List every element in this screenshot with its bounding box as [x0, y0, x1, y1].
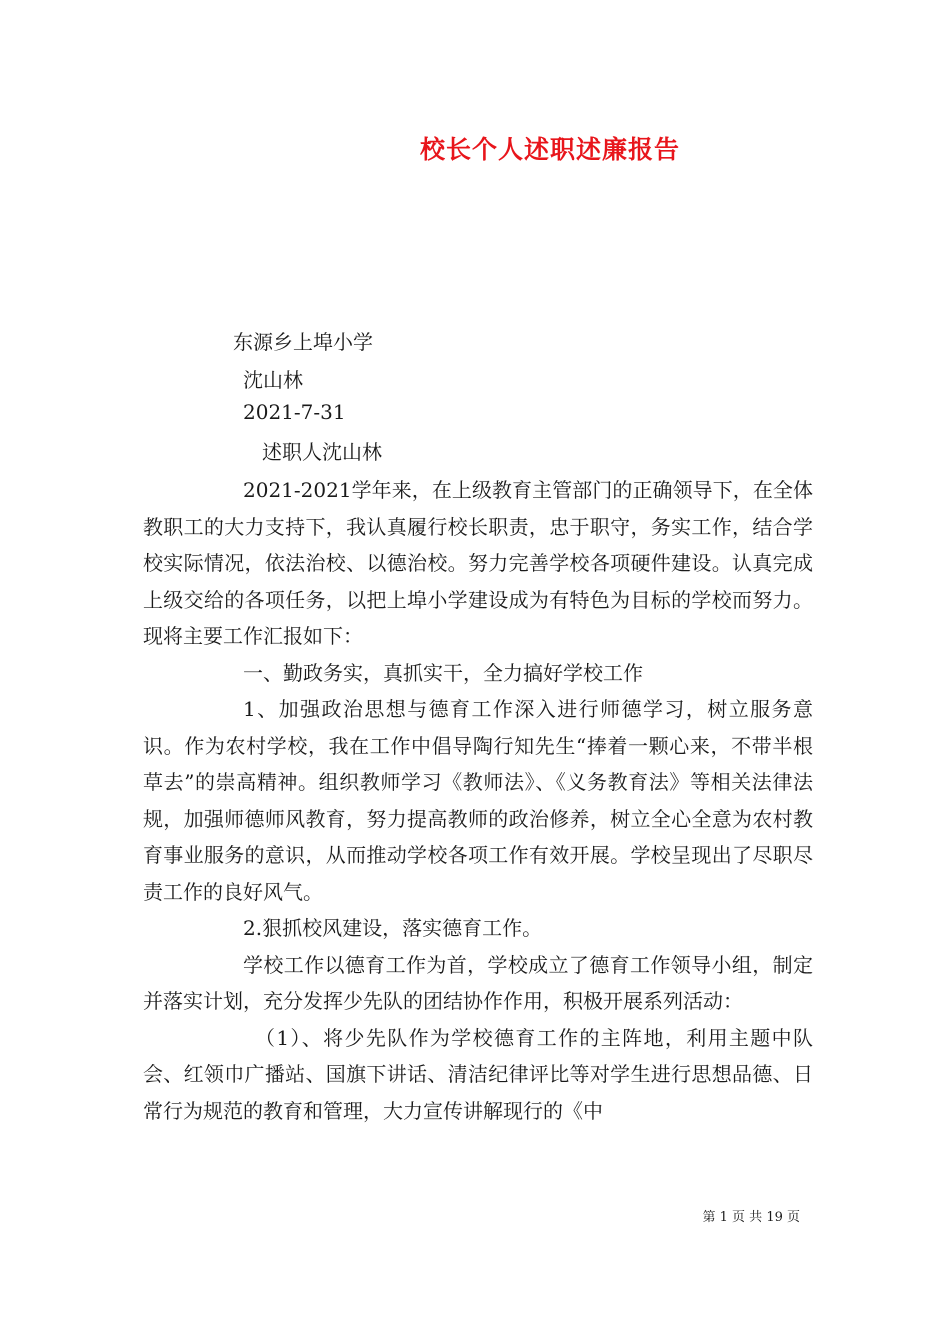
paragraph: 2021-2021学年来，在上级教育主管部门的正确领导下，在全体教职工的大力支持下，我认真履行校长职责，忠于职守，务实工作，结合学校实际情况，依法治校、以德治校。努力完善学校各项硬件建设。认真完成上级交给的各项任务，以把上埠小学建设成为有特色为目标的学校而努力。现将主要工作汇报如下：	[143, 478, 813, 648]
reporter-line: 述职人沈山林	[262, 440, 382, 464]
paragraph: 学校工作以德育工作为首，学校成立了德育工作领导小组，制定并落实计划，充分发挥少先队的团结协作作用，积极开展系列活动：	[143, 952, 813, 1013]
document-body	[143, 472, 813, 1129]
report-date: 2021-7-31	[243, 400, 346, 424]
document-title: 校长个人述职述廉报告	[419, 135, 680, 164]
subsection-heading: 2.狠抓校风建设，落实德育工作。	[243, 916, 543, 940]
paragraph: （1）、将少先队作为学校德育工作的主阵地，利用主题中队会、红领巾广播站、国旗下讲话、清洁纪律评比等对学生进行思想品德、日常行为规范的教育和管理，大力宣传讲解现行的《中	[143, 1025, 813, 1123]
author-name: 沈山林	[243, 368, 303, 392]
page-number: 第 1 页 共 19 页	[702, 1210, 800, 1225]
paragraph: 1、加强政治思想与德育工作深入进行师德学习，树立服务意识。作为农村学校，我在工作中倡导陶行知先生“捧着一颗心来，不带半根草去”的崇高精神。组织教师学习《教师法》、《义务教育法》等相关法律法规，加强师德师风教育，努力提高教师的政治修养，树立全心全意为农村教育事业服务的意识，从而推动学校各项工作有效开展。学校呈现出了尽职尽责工作的良好风气。	[143, 697, 813, 904]
section-heading: 一、勤政务实，真抓实干，全力搞好学校工作	[243, 660, 643, 685]
school-name: 东源乡上埠小学	[233, 330, 373, 354]
